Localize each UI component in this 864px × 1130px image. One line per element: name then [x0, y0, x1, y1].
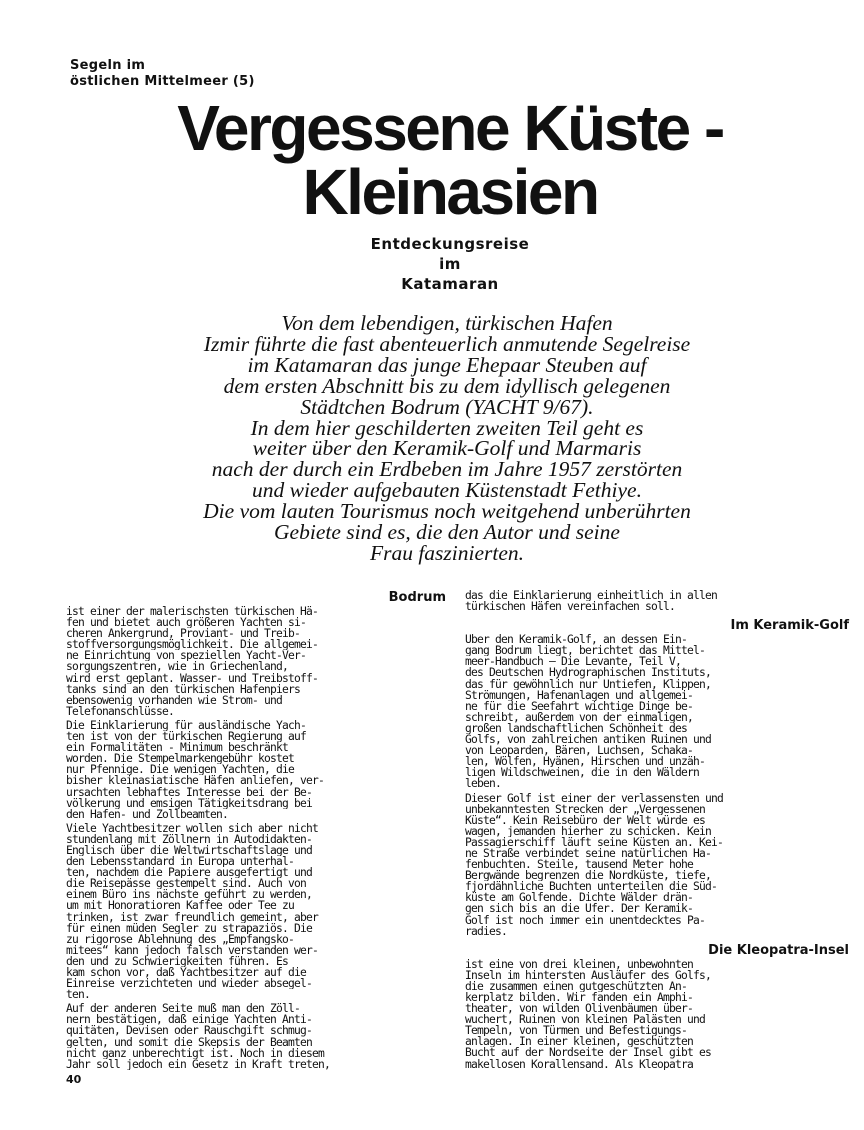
body-line: Tempeln, von Türmen und Befestigungs- — [465, 1025, 688, 1037]
body-line: bisher kleinasiatische Häfen anliefen, ver- — [66, 775, 325, 787]
intro-line: dem ersten Abschnitt bis zu dem idyllisch gelegenen — [223, 373, 671, 398]
body-line: ne für die Seefahrt wichtige Dinge be- — [465, 700, 694, 712]
body-line: Die Einklarierung für ausländische Yach- — [66, 719, 307, 732]
body-line: ten, nachdem die Papiere ausgefertigt und — [66, 867, 313, 879]
body-line: Bergwände begrenzen die Nordküste, tiefe, — [465, 870, 712, 882]
body-line: Telefonanschlüsse. — [66, 705, 175, 717]
body-line: den und zu Schwierigkeiten führen. Es — [66, 955, 289, 967]
body-line: zu rigorose Ablehnung des „Empfangsko- — [66, 933, 295, 945]
body-line: Dieser Golf ist einer der verlassensten und — [465, 792, 724, 804]
body-line: worden. Die Stempelmarkengebühr kostet — [66, 753, 295, 765]
body-line: das für gewöhnlich nur Untiefen, Klippen, — [465, 678, 712, 690]
body-line: nicht ganz unberechtigt ist. Noch in diesem — [66, 1047, 325, 1059]
body-line: nur Pfennige. Die wenigen Yachten, die — [66, 764, 295, 776]
body-line: völkerung und emsigen Tätigkeitsdrang bei — [66, 797, 313, 809]
intro-line: Die vom lauten Tourismus noch weitgehend unberührten — [203, 499, 691, 524]
section-heading: Die Kleopatra-Insel — [708, 942, 849, 958]
body-line: ebensowenig vorhanden wie Strom- und — [66, 694, 283, 706]
body-line: von Leoparden, Bären, Luchsen, Schaka- — [465, 745, 694, 757]
body-line: cheren Ankergrund, Proviant- und Treib- — [66, 628, 301, 640]
body-line: die Reisepässe gestempelt sind. Auch von — [66, 878, 307, 890]
body-line: stoffversorgungsmöglichkeit. Die allgemei- — [66, 639, 319, 651]
subtitle-line: Katamaran — [401, 275, 499, 293]
body-line: fen und bietet auch größeren Yachten si- — [66, 617, 307, 629]
body-line: Bucht auf der Nordseite der Insel gibt es — [465, 1047, 712, 1059]
body-line: Strömungen, Hafenanlagen und allgemei- — [465, 689, 694, 701]
body-line: kerplatz bilden. Wir fanden ein Amphi- — [465, 992, 694, 1004]
body-line: den Hafen- und Zollbeamten. — [66, 808, 229, 820]
body-line: ligen Wildschweinen, die in den Wäldern — [465, 767, 700, 779]
body-line: ursachten lebhaftes Interesse bei der Be- — [66, 786, 313, 798]
intro-line: Von dem lebendigen, türkischen Hafen — [281, 311, 613, 335]
body-line: des Deutschen Hydrographischen Instituts, — [465, 667, 712, 679]
body-line: die zusammen einen gutgeschützten An- — [465, 980, 688, 992]
body-line: anlagen. In einer kleinen, geschützten — [465, 1036, 694, 1048]
body-line: nern bestätigen, daß einige Yachten Anti- — [66, 1014, 313, 1026]
body-line: küste am Golfende. Dichte Wälder drän- — [465, 892, 694, 904]
body-line: ne Einrichtung von speziellen Yacht-Ver- — [66, 650, 307, 662]
page-number: 40 — [66, 1073, 82, 1086]
body-line: sorgungszentren, wie in Griechenland, — [66, 661, 289, 673]
body-line: wird erst geplant. Wasser- und Treibstoff- — [66, 672, 319, 684]
body-line: ist eine von drei kleinen, unbewohnten — [465, 958, 694, 970]
body-line: ne Straße verbindet seine natürlichen Ha- — [465, 847, 712, 860]
body-line: großen landschaftlichen Schönheit des — [465, 722, 688, 735]
intro-line: Städtchen Bodrum (YACHT 9/67). — [300, 394, 594, 419]
intro-line: Izmir führte die fast abenteuerlich anmutende Segelreise — [203, 331, 691, 356]
body-line: ten. — [66, 989, 91, 1001]
body-line: Golfs, von zahlreichen antiken Ruinen und — [465, 734, 712, 746]
body-line: fjordähnliche Buchten unterteilen die Süd- — [465, 881, 718, 893]
body-line: quitäten, Devisen oder Rauschgift schmug- — [66, 1025, 313, 1037]
body-line: radies. — [465, 925, 508, 937]
intro-line: im Katamaran das junge Ehepaar Steuben auf — [247, 352, 647, 377]
body-line: Auf der anderen Seite muß man den Zöll- — [66, 1003, 301, 1015]
body-line: Golf ist noch immer ein unentdecktes Pa- — [465, 914, 706, 926]
body-line: trinken, ist zwar freundlich gemeint, aber — [66, 911, 319, 923]
body-line: len, Wölfen, Hyänen, Hirschen und unzäh- — [465, 756, 706, 768]
body-line: gang Bodrum liegt, berichtet das Mittel- — [465, 645, 706, 657]
intro-line: weiter über den Keramik-Golf und Marmaris — [252, 436, 642, 461]
body-line: Inseln im hintersten Ausläufer des Golfs, — [465, 969, 712, 981]
headline-line-2: Kleinasien — [302, 156, 598, 228]
body-line: das die Einklarierung einheitlich in allen — [465, 590, 718, 602]
body-line: Passagierschiff läuft seine Küsten an. Kei- — [465, 836, 724, 848]
subtitle — [290, 234, 610, 294]
section-heading: Im Keramik-Golf — [730, 618, 849, 634]
intro-paragraph — [70, 313, 824, 564]
body-line: Viele Yachtbesitzer wollen sich aber nicht — [66, 822, 319, 834]
intro-line: nach der durch ein Erdbeben im Jahre 1957 zerstörten — [211, 457, 683, 482]
left-column — [66, 590, 446, 1070]
body-line: um mit Honoratioren Kaffee oder Tee zu — [66, 900, 295, 912]
body-line: ein Formalitäten - Minimum beschränkt — [66, 742, 289, 754]
body-line: fenbuchten. Steile, tausend Meter hohe — [465, 859, 694, 871]
body-line: für einen müden Segler zu strapaziös. Die — [66, 922, 313, 934]
body-line: einem Büro ins nächste geführt zu werden, — [66, 889, 313, 901]
body-line: ist einer der malerischsten türkischen Hä- — [66, 606, 319, 618]
body-line: schreibt, außerdem von der einmaligen, — [465, 711, 694, 723]
kicker-line: östlichen Mittelmeer (5) — [70, 74, 255, 89]
headline-line-1: Vergessene Küste - — [177, 92, 723, 164]
intro-line: In dem hier geschilderten zweiten Teil geht es — [250, 415, 644, 440]
intro-line: Gebiete sind es, die den Autor und seine — [274, 520, 620, 545]
body-line: wuchert, Ruinen von kleinen Palästen und — [465, 1014, 706, 1026]
body-line: türkischen Häfen vereinfachen soll. — [465, 601, 676, 613]
body-line: theater, von wilden Olivenbäumen über- — [465, 1003, 694, 1015]
body-line: gelten, und somit die Skepsis der Beamten — [66, 1036, 313, 1048]
body-line: unbekanntesten Strecken der „Vergessenen — [465, 803, 706, 815]
body-line: Über den Keramik-Golf, an dessen Ein- — [465, 634, 688, 646]
body-line: Küste“. Kein Reisebüro der Welt würde es — [465, 814, 706, 826]
body-line: leben. — [465, 778, 502, 790]
intro-line: Frau faszinierten. — [369, 540, 525, 565]
body-line: Englisch über die Weltwirtschaftslage und — [66, 844, 313, 857]
kicker — [70, 58, 255, 90]
body-line: ten ist von der türkischen Regierung auf — [66, 731, 307, 743]
section-heading-bodrum: Bodrum — [388, 590, 446, 605]
body-line: Jahr soll jedoch ein Gesetz in Kraft treten, — [66, 1058, 331, 1070]
body-line: wagen, jemanden hierher zu schicken. Kein — [465, 825, 712, 837]
body-line: kam schon vor, daß Yachtbesitzer auf die — [66, 967, 307, 979]
body-line: meer-Handbuch — Die Levante, Teil V, — [465, 656, 682, 668]
body-line: Einreise verzichteten und wieder absegel- — [66, 978, 313, 990]
subtitle-line: im — [439, 255, 461, 273]
right-column — [465, 590, 849, 1070]
body-line: stundenlang mit Zöllnern in Autodidakten- — [66, 833, 313, 845]
subtitle-line: Entdeckungsreise — [370, 235, 530, 253]
body-line: mitees“ kann jedoch falsch verstanden wer- — [66, 944, 319, 956]
intro-line: und wieder aufgebauten Küstenstadt Fethiye. — [252, 478, 642, 503]
body-line: tanks sind an den türkischen Hafenpiers — [66, 683, 301, 695]
body-line: gen sich bis an die Ufer. Der Keramik- — [465, 903, 694, 915]
kicker-line: Segeln im — [70, 58, 146, 73]
body-line: den Lebensstandard in Europa unterhal- — [66, 856, 295, 868]
body-line: makellosen Korallensand. Als Kleopatra — [465, 1058, 694, 1070]
